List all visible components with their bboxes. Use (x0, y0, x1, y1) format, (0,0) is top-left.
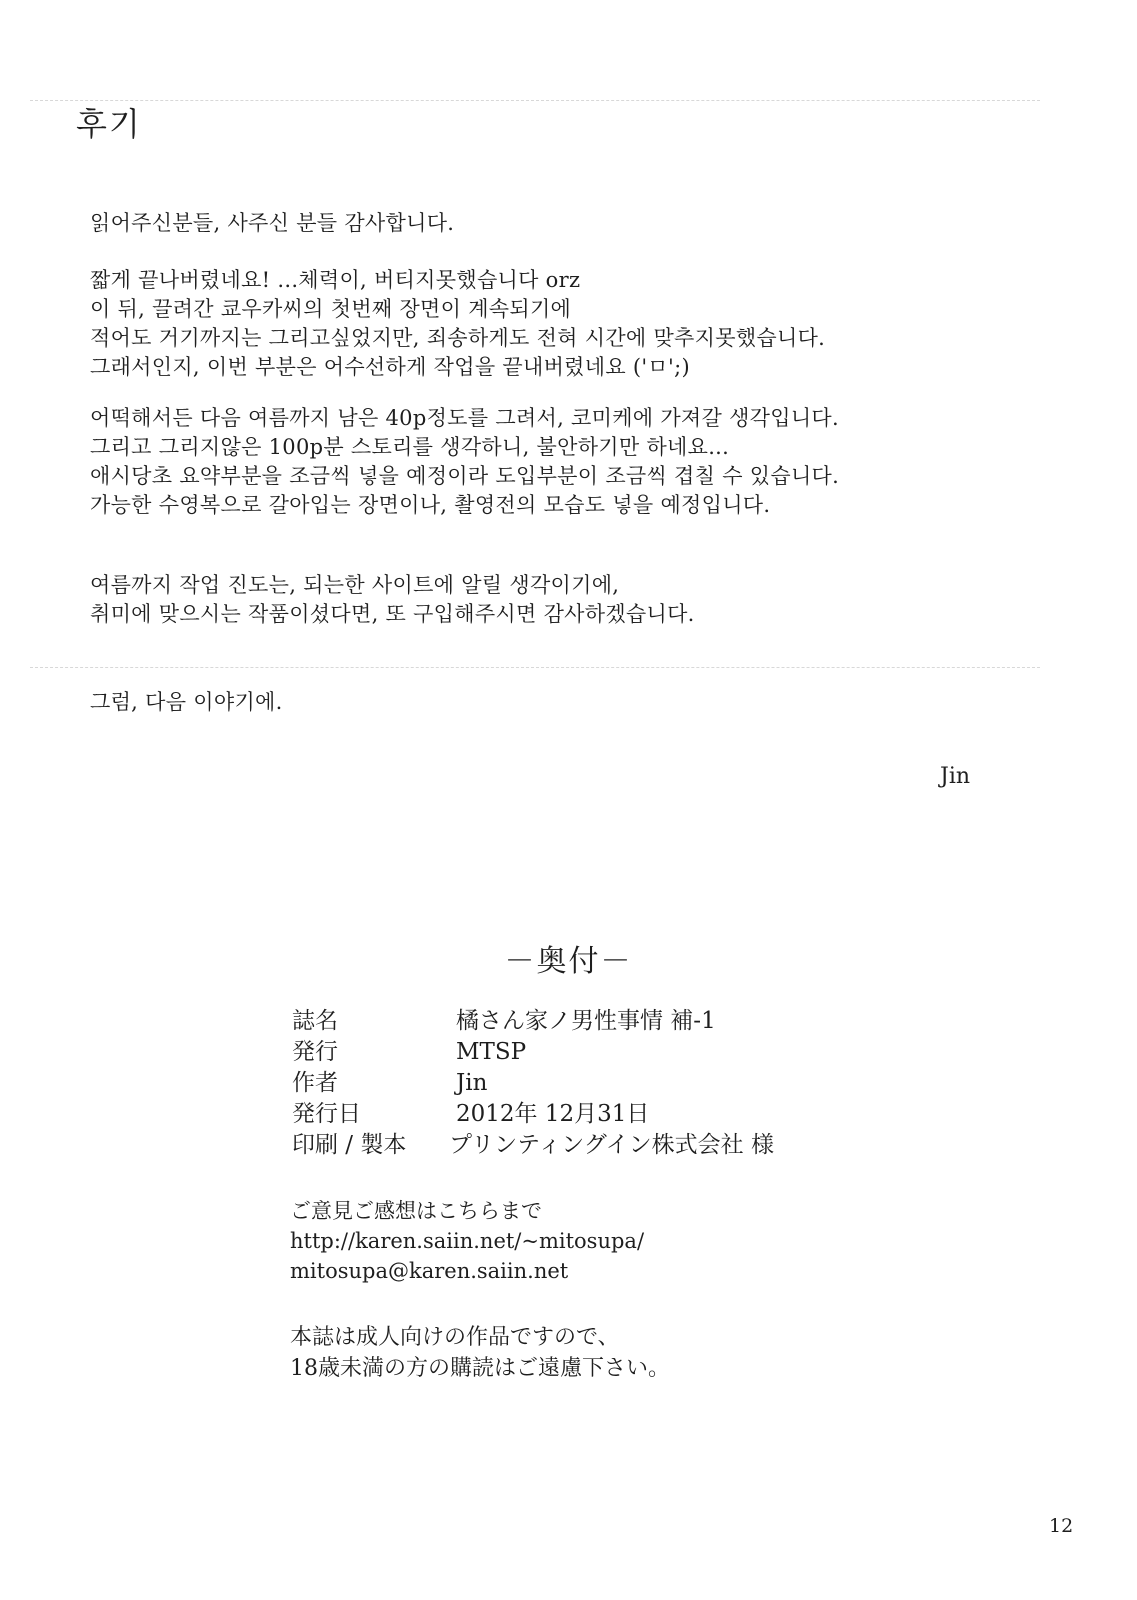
colophon-value: プリンティングイン株式会社 様 (449, 1132, 774, 1158)
paragraph-closing (90, 688, 283, 717)
colophon-value: MTSP (456, 1039, 527, 1065)
text-line: 이 뒤, 끌려간 쿄우카씨의 첫번째 장면이 계속되기에 (90, 297, 572, 321)
text-line: 그리고 그리지않은 100p분 스토리를 생각하니, 불안하기만 하네요... (90, 435, 730, 459)
text-line: 읽어주신분들, 사주신 분들 감사합니다. (90, 211, 455, 235)
contact-block (290, 1196, 644, 1286)
afterword-title: 후기 (76, 105, 142, 143)
colophon-label: 発行 (292, 1039, 338, 1065)
scan-artifact-line (30, 667, 1040, 668)
text-line: 여름까지 작업 진도는, 되는한 사이트에 알릴 생각이기에, (90, 573, 620, 597)
paragraph-progress (90, 571, 695, 629)
colophon-value: 2012年 12月31日 (456, 1101, 650, 1127)
paragraph-plans (90, 404, 839, 520)
colophon-value: Jin (456, 1070, 488, 1096)
scan-artifact-line (30, 100, 1040, 101)
notice-line: 本誌は成人向けの作品ですので、 (290, 1325, 620, 1350)
text-line: 그럼, 다음 이야기에. (90, 690, 283, 714)
text-line: 짧게 끝나버렸네요! ...체력이, 버티지못했습니다 orz (90, 268, 581, 292)
colophon-value: 橘さん家ノ男性事情 補-1 (456, 1008, 716, 1034)
text-line: 가능한 수영복으로 갈아입는 장면이나, 촬영전의 모습도 넣을 예정입니다. (90, 493, 771, 517)
signature: Jin (940, 764, 971, 789)
text-line: 그래서인지, 이번 부분은 어수선하게 작업을 끝내버렸네요 ('ㅁ';) (90, 355, 690, 379)
colophon-label: 発行日 (292, 1101, 361, 1127)
colophon-title: －奥付－ (504, 944, 633, 979)
text-line: 취미에 맞으시는 작품이셨다면, 또 구입해주시면 감사하겠습니다. (90, 602, 695, 626)
text-line: 애시당초 요약부분을 조금씩 넣을 예정이라 도입부분이 조금씩 겹칠 수 있습니다. (90, 464, 840, 488)
website-url: http://karen.saiin.net/~mitosupa/ (290, 1229, 645, 1253)
paragraph-apology (90, 266, 825, 382)
notice-line: 18歳未満の方の購読はご遠慮下さい。 (290, 1356, 670, 1381)
age-notice (290, 1322, 670, 1384)
text-line: 어떡해서든 다음 여름까지 남은 40p정도를 그려서, 코미케에 가져갈 생각입니다. (90, 406, 839, 430)
colophon-label: 印刷 / 製本 (292, 1132, 407, 1158)
page-number: 12 (1049, 1515, 1074, 1537)
contact-heading: ご意見ご感想はこちらまで (290, 1199, 542, 1223)
paragraph-thanks (90, 209, 454, 238)
email-address: mitosupa@karen.saiin.net (290, 1259, 569, 1283)
colophon-label: 誌名 (292, 1008, 338, 1034)
colophon-label: 作者 (292, 1070, 338, 1096)
text-line: 적어도 거기까지는 그리고싶었지만, 죄송하게도 전혀 시간에 맞추지못했습니다. (90, 326, 826, 350)
